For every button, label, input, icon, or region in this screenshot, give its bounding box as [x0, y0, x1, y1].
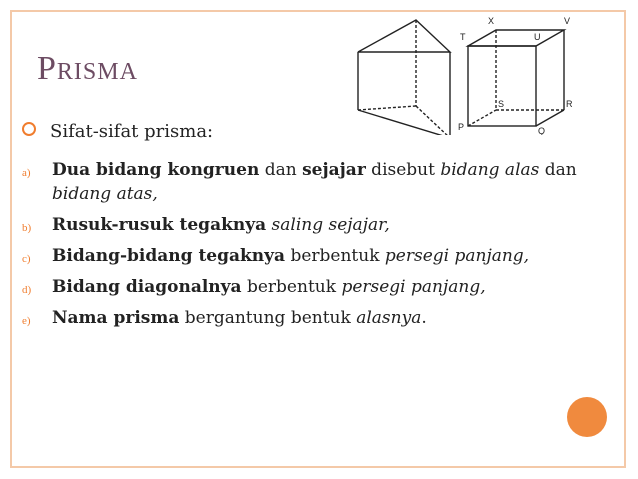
bullet-text: Sifat-sifat prisma:: [50, 121, 214, 142]
list-item: [22, 275, 612, 299]
text: disebut: [365, 160, 441, 180]
list-marker: e): [22, 315, 31, 327]
list-marker: c): [22, 253, 31, 265]
slide-title: Prisma: [37, 50, 138, 87]
prism-figure: [352, 10, 592, 135]
text: dan: [259, 160, 303, 180]
bold-text: Nama prisma: [52, 308, 180, 328]
list-item: [22, 306, 612, 330]
text: bergantung bentuk: [179, 308, 357, 328]
cuboid-front: [468, 46, 536, 126]
list-item: [22, 213, 612, 237]
italic-text: bidang atas,: [52, 184, 158, 204]
bold-text: sejajar: [302, 160, 366, 180]
bold-text: Bidang-bidang tegaknya: [52, 246, 286, 266]
decorative-orange-circle: [567, 397, 607, 437]
label-v: V: [564, 16, 571, 26]
label-s: S: [498, 99, 505, 109]
label-r: R: [566, 99, 573, 109]
text: berbentuk: [285, 246, 385, 266]
label-q: Q: [538, 126, 546, 135]
main-bullet: [22, 121, 213, 142]
list-marker: d): [22, 284, 32, 296]
bold-text: Dua bidang kongruen: [52, 160, 260, 180]
text: berbentuk: [241, 277, 342, 297]
label-x: X: [488, 16, 495, 26]
italic-text: alasnya: [356, 308, 422, 328]
label-p: P: [458, 122, 465, 132]
italic-text: bidang alas: [440, 160, 540, 180]
cuboid-top: [468, 30, 564, 46]
label-u: U: [534, 32, 541, 42]
list-item: [22, 158, 612, 206]
text: dan: [539, 160, 577, 180]
triangular-prism-top: [358, 20, 450, 52]
bold-text: Rusuk-rusuk tegaknya: [52, 215, 267, 235]
bold-text: Bidang diagonalnya: [52, 277, 242, 297]
properties-list: [22, 158, 612, 337]
italic-text: persegi panjang,: [341, 277, 486, 297]
list-marker: b): [22, 222, 32, 234]
italic-text: saling sejajar,: [271, 215, 390, 235]
list-item: [22, 244, 612, 268]
circle-bullet-icon: [22, 122, 36, 136]
italic-text: persegi panjang,: [384, 246, 530, 266]
text: .: [421, 308, 427, 328]
label-t: T: [460, 32, 466, 42]
list-marker: a): [22, 167, 31, 179]
